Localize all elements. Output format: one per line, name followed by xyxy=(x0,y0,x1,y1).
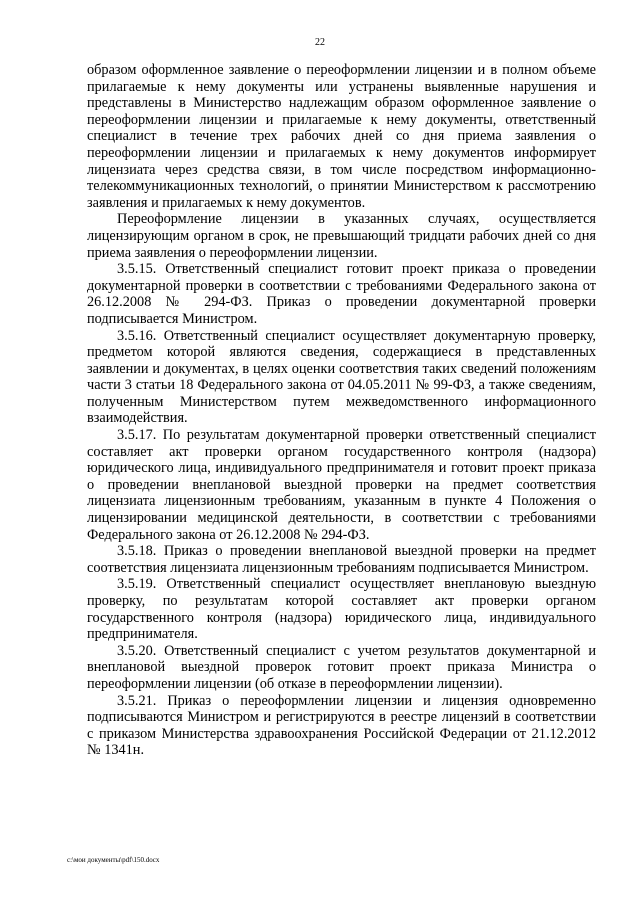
paragraph-continuation: образом оформленное заявление о переоформлении лицензии и в полном объеме прилагаемые к нему документы или устранены выявленные нарушения и представлены в Министерство надлежащим образом оформленное заявление о переоформлении лицензии и прилагаемые к нему документы, ответственный специалист в течение трех рабочих дней со дня приема заявления о переоформлении лицензии и прилагаемых к нему документов информирует лицензиата через средства связи, в том числе посредством информационно-телекоммуникационных технологий, о принятии Министерством к рассмотрению заявления и прилагаемых к нему документов. xyxy=(87,62,596,211)
footer-file-path: c:\мои документы\pdf\150.docx xyxy=(67,856,160,864)
document-body xyxy=(87,62,596,759)
paragraph-3-5-20: 3.5.20. Ответственный специалист с учетом результатов документарной и внеплановой выездной проверок готовит проект приказа Министра о переоформлении лицензии (об отказе в переоформлении лицензии). xyxy=(87,642,596,692)
paragraph-3-5-19: 3.5.19. Ответственный специалист осуществляет внеплановую выездную проверку, по результатам которой составляет акт проверки органом государственного контроля (надзора) юридического лица, индивидуального предпринимателя. xyxy=(87,576,596,643)
page-number: 22 xyxy=(315,37,325,48)
paragraph-3-5-16: 3.5.16. Ответственный специалист осуществляет документарную проверку, предметом которой являются сведения, содержащиеся в представленных заявлении и документах, в целях оценки соответствия таких сведений положениям части 3 статьи 18 Федерального закона от 04.05.2011 № 99-ФЗ, а также сведениям, полученным Министерством путем межведомственного информационного взаимодействия. xyxy=(87,327,596,427)
paragraph-3-5-21: 3.5.21. Приказ о переоформлении лицензии и лицензия одновременно подписываются Министром и регистрируются в реестре лицензий в соответствии с приказом Министерства здравоохранения Российской Федерации от 21.12.2012 № 1341н. xyxy=(87,692,596,759)
paragraph-reissue-term: Переоформление лицензии в указанных случаях, осуществляется лицензирующим органом в срок, не превышающий тридцати рабочих дней со дня приема заявления о переоформлении лицензии. xyxy=(87,211,596,261)
paragraph-3-5-15: 3.5.15. Ответственный специалист готовит проект приказа о проведении документарной проверки в соответствии с требованиями Федерального закона от 26.12.2008 № 294-ФЗ. Приказ о проведении документарной проверки подписывается Министром. xyxy=(87,261,596,327)
paragraph-3-5-18: 3.5.18. Приказ о проведении внеплановой выездной проверки на предмет соответствия лицензиата лицензионным требованиям подписывается Министром. xyxy=(87,543,596,576)
paragraph-3-5-17: 3.5.17. По результатам документарной проверки ответственный специалист составляет акт проверки органом государственного контроля (надзора) юридического лица, индивидуального предпринимателя и готовит проект приказа о проведении внеплановой выездной проверки на предмет соответствия лицензиата лицензионным требованиям, указанным в пункте 4 Положения о лицензировании медицинской деятельности, в соответствии с требованиями Федерального закона от 26.12.2008 № 294-ФЗ. xyxy=(87,427,596,543)
